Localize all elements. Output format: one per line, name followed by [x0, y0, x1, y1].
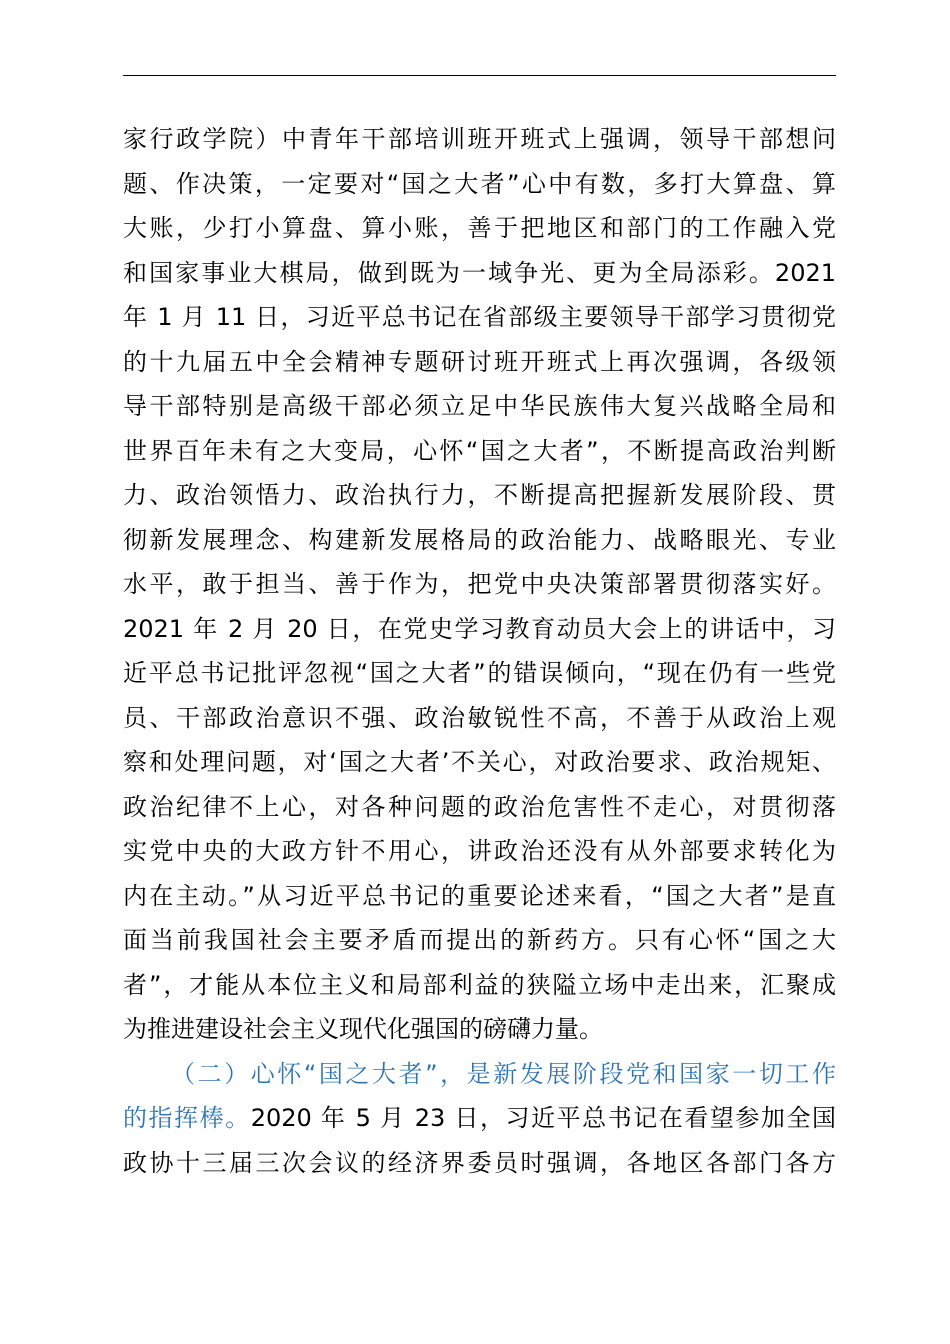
text-line: 力、政治领悟力、政治执行力，不断提高把握新发展阶段、贯	[123, 481, 836, 509]
text-line: 世界百年未有之大变局，心怀“国之大者”，不断提高政治判断	[123, 436, 836, 465]
text-line: 导干部特别是高级干部必须立足中华民族伟大复兴战略全局和	[123, 392, 836, 420]
text-line: 彻新发展理念、构建新发展格局的政治能力、战略眼光、专业	[123, 525, 836, 554]
text-line: 年 1 月 11 日，习近平总书记在省部级主要领导干部学习贯彻党	[123, 303, 836, 331]
text-line: 近平总书记批评忽视“国之大者”的错误倾向，“现在仍有一些党	[123, 659, 836, 687]
text-line: 员、干部政治意识不强、政治敏锐性不高，不善于从政治上观	[123, 703, 836, 732]
text-line: 和国家事业大棋局，做到既为一域争光、更为全局添彩。2021	[123, 258, 836, 287]
body-text	[123, 117, 836, 1185]
text-line: 为推进建设社会主义现代化强国的磅礴力量。	[123, 1015, 603, 1043]
heading-continuation-line	[123, 1096, 836, 1141]
text-line: 水平，敢于担当、善于作为，把党中央决策部署贯彻落实好。	[123, 570, 836, 598]
text-line: 的十九届五中全会精神专题研讨班开班式上再次强调，各级领	[123, 347, 836, 376]
paragraph-start: 2020 年 5 月 23 日，习近平总书记在看望参加全国	[250, 1104, 836, 1132]
text-line: 2021 年 2 月 20 日，在党史学习教育动员大会上的讲话中，习	[123, 614, 836, 643]
text-line: 家行政学院）中青年干部培训班开班式上强调，领导干部想问	[123, 125, 836, 153]
text-line: 面当前我国社会主要矛盾而提出的新药方。只有心怀“国之大	[123, 926, 836, 954]
section-heading-end: 的指挥棒。	[123, 1104, 251, 1132]
header-rule	[123, 75, 836, 76]
text-line: 题、作决策，一定要对“国之大者”心中有数，多打大算盘、算	[123, 169, 836, 198]
text-line: 政协十三届三次会议的经济界委员时强调，各地区各部门各方	[123, 1148, 836, 1177]
text-line: 政治纪律不上心，对各种问题的政治危害性不走心，对贯彻落	[123, 792, 836, 821]
text-line: 察和处理问题，对‘国之大者’不关心，对政治要求、政治规矩、	[123, 748, 836, 776]
text-line: 者”，才能从本位主义和局部利益的狭隘立场中走出来，汇聚成	[123, 970, 836, 999]
text-line: 内在主动。”从习近平总书记的重要论述来看，“国之大者”是直	[123, 881, 836, 910]
text-line: 大账，少打小算盘、算小账，善于把地区和部门的工作融入党	[123, 214, 836, 242]
text-line: 实党中央的大政方针不用心，讲政治还没有从外部要求转化为	[123, 837, 836, 865]
section-heading: （二）心怀“国之大者”，是新发展阶段党和国家一切工作	[171, 1059, 836, 1088]
